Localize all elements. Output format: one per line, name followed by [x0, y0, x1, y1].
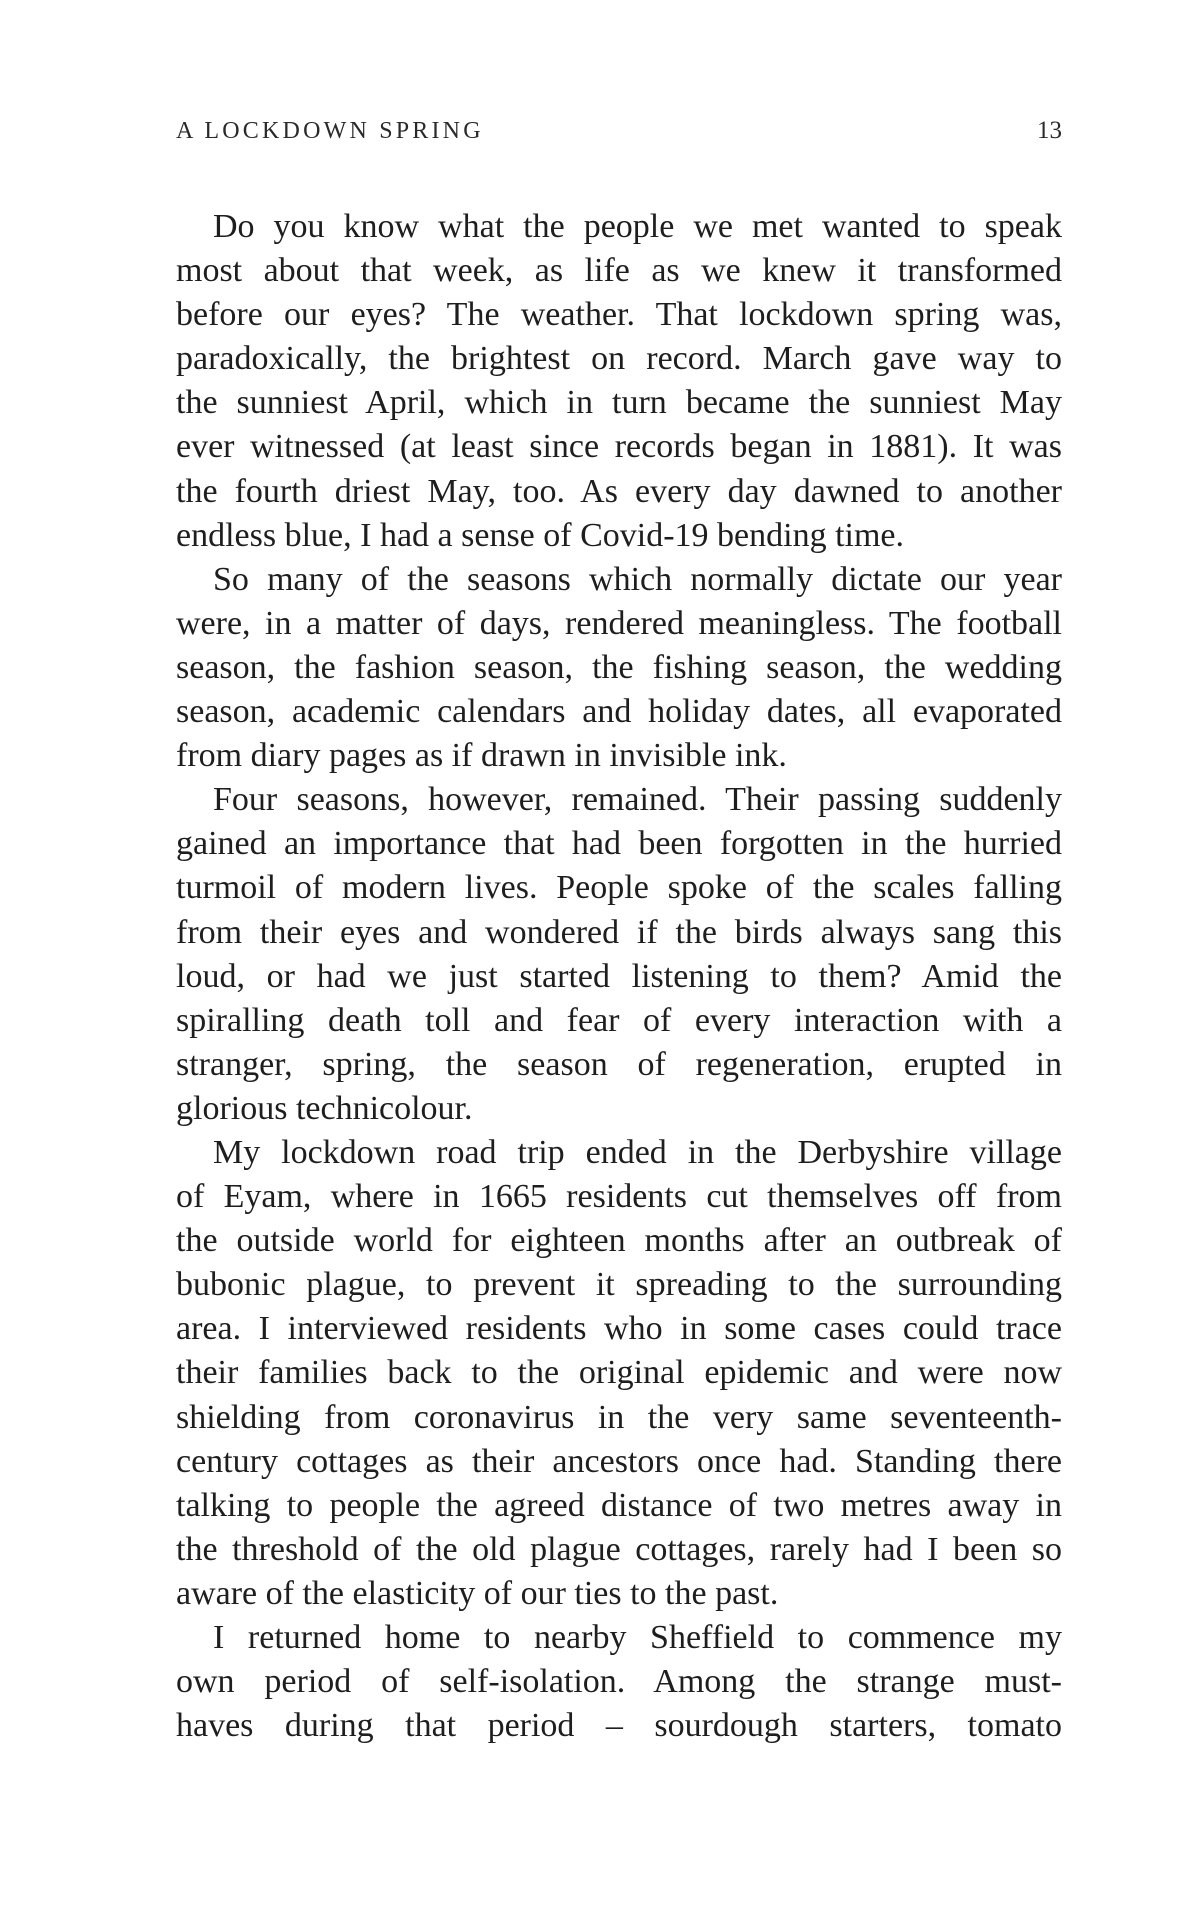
- text-line: talking to people the agreed distance of two metres away in: [176, 1486, 1062, 1524]
- paragraph: [176, 205, 1062, 558]
- running-header: [176, 116, 1062, 146]
- text-line: ever witnessed (at least since records began in 1881). It was: [176, 428, 1062, 466]
- paragraph: [176, 1616, 1062, 1748]
- paragraph: [176, 558, 1062, 778]
- text-line: haves during that period – sourdough starters, tomato: [176, 1707, 1062, 1745]
- text-line: the fourth driest May, too. As every day dawned to another: [176, 472, 1062, 510]
- text-line: paradoxically, the brightest on record. March gave way to: [176, 340, 1062, 378]
- text-line: bubonic plague, to prevent it spreading to the surrounding: [176, 1266, 1062, 1304]
- text-line: stranger, spring, the season of regeneration, erupted in: [176, 1045, 1062, 1083]
- text-line: season, academic calendars and holiday dates, all evaporated: [176, 693, 1062, 731]
- text-line: own period of self-isolation. Among the strange must-: [176, 1663, 1062, 1701]
- text-line: So many of the seasons which normally dictate our year: [213, 560, 1062, 598]
- text-line: endless blue, I had a sense of Covid-19 bending time.: [176, 516, 905, 554]
- text-line: their families back to the original epidemic and were now: [176, 1354, 1062, 1392]
- text-line: aware of the elasticity of our ties to the past.: [176, 1574, 779, 1612]
- running-title: A LOCKDOWN SPRING: [176, 118, 484, 144]
- text-line: were, in a matter of days, rendered meaningless. The football: [176, 604, 1062, 642]
- text-line: most about that week, as life as we knew it transformed: [176, 252, 1062, 290]
- body-text: [176, 205, 1062, 1748]
- text-line: the threshold of the old plague cottages, rarely had I been so: [176, 1530, 1062, 1568]
- text-line: from diary pages as if drawn in invisible ink.: [176, 737, 787, 775]
- text-line: loud, or had we just started listening to them? Amid the: [176, 957, 1062, 995]
- paragraph: [176, 1131, 1062, 1616]
- text-line: from their eyes and wondered if the birds always sang this: [176, 913, 1062, 951]
- text-line: Do you know what the people we met wanted to speak: [213, 208, 1062, 245]
- text-line: gained an importance that had been forgotten in the hurried: [176, 825, 1062, 863]
- text-line: area. I interviewed residents who in some cases could trace: [176, 1310, 1062, 1348]
- text-line: turmoil of modern lives. People spoke of the scales falling: [176, 869, 1062, 907]
- text-line: of Eyam, where in 1665 residents cut themselves off from: [176, 1178, 1062, 1216]
- text-line: Four seasons, however, remained. Their passing suddenly: [213, 781, 1062, 819]
- text-line: My lockdown road trip ended in the Derbyshire village: [213, 1133, 1062, 1171]
- text-line: spiralling death toll and fear of every interaction with a: [176, 1001, 1062, 1039]
- text-line: shielding from coronavirus in the very same seventeenth-: [176, 1398, 1062, 1436]
- text-line: the outside world for eighteen months after an outbreak of: [176, 1222, 1062, 1260]
- text-line: the sunniest April, which in turn became the sunniest May: [176, 384, 1062, 422]
- page-number: 13: [1037, 117, 1062, 144]
- text-line: century cottages as their ancestors once had. Standing there: [176, 1442, 1062, 1480]
- text-line: I returned home to nearby Sheffield to commence my: [213, 1619, 1062, 1656]
- text-line: season, the fashion season, the fishing season, the wedding: [176, 648, 1062, 686]
- paragraph: [176, 778, 1062, 1131]
- text-line: before our eyes? The weather. That lockdown spring was,: [176, 296, 1062, 334]
- text-line: glorious technicolour.: [176, 1089, 473, 1127]
